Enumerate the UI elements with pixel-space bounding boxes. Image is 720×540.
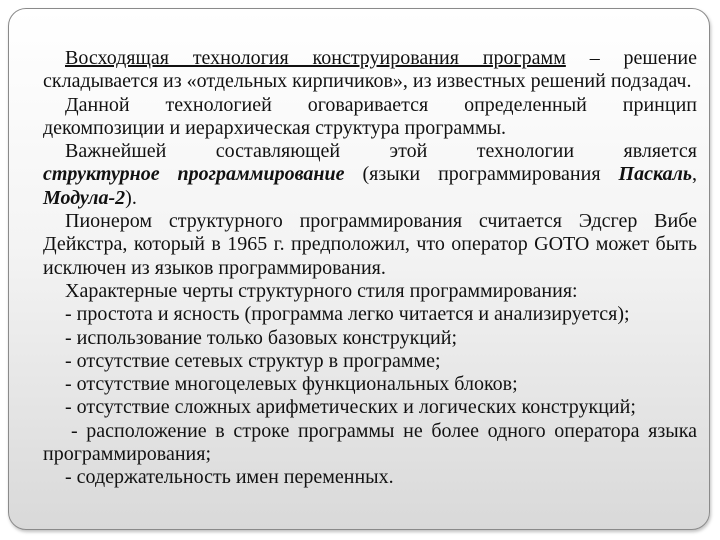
slide-frame [8,8,710,530]
paragraph-bottom-up-technology: Восходящая технология конструирования программ – решение складывается из «отдельных кирпичиков», из известных решений подзадач. [43,47,697,93]
list-item: - отсутствие многоцелевых функциональных блоков; [65,373,518,396]
paragraph-dijkstra: Пионером структурного программирования считается Эдсгер Вибе Дейкстра, который в 1965 г. предположил, что оператор GOTO может быть исключен из языков программирования. [43,210,697,279]
list-item: - отсутствие сетевых структур в программе; [65,349,441,372]
list-item: - использование только базовых конструкций; [65,326,458,349]
list-item: - отсутствие сложных арифметических и логических конструкций; [65,396,636,419]
slide-body-text [43,47,697,490]
term-pascal: Паскаль [618,163,693,186]
list-item: - содержательность имен переменных. [65,466,394,489]
list-item: - расположение в строке программы не более одного оператора языка программирования; [43,419,697,466]
paragraph-decomposition: Данной технологией оговаривается определенный принцип декомпозиции и иерархическая структура программы. [43,93,697,139]
list-item: - простота и ясность (программа легко читается и анализируется); [65,303,630,326]
term-bottom-up-technology: Восходящая технология конструирования программ [65,47,566,69]
term-structured-programming: структурное программирование [43,163,345,186]
term-modula-2: Модула-2 [43,186,126,209]
paragraph-structured-programming: Важнейшей составляющей этой технологии является структурное программирование (языки программирования Паскаль, Модула-2). [43,140,698,209]
structured-line-1: Важнейшей составляющей этой технологии является [65,140,697,163]
paragraph-features-heading: Характерные черты структурного стиля программирования: [65,279,578,302]
